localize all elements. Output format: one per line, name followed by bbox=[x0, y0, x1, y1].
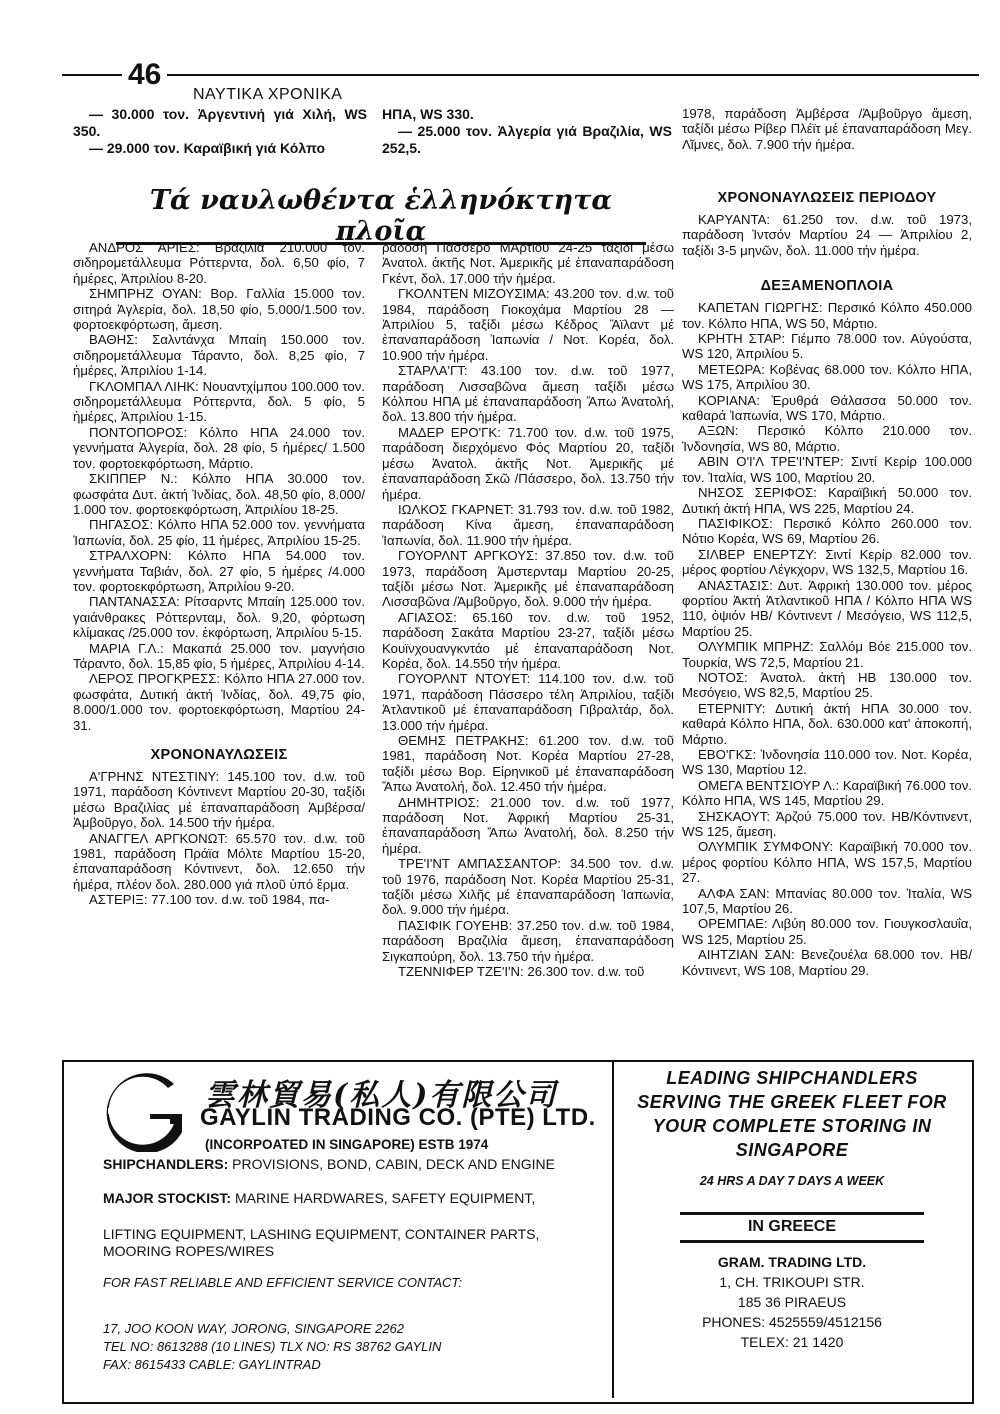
charter-entry: ΤΡΕ'Ι'ΝΤ ΑΜΠΑΣΣΑΝΤΟΡ: 34.500 τον. d.w. τοῦ 1976, παράδοση Νοτ. Κορέα Μαρτίου 25-31, ταξίδι μέσω Χιλῆς μέ ἐπαναπαράδοση Ἰαπωνία, δολ. 9.000 τήν ἡμέρα. bbox=[382, 856, 674, 918]
top-col1-line: — 30.000 τον. Ἀργεντινή γιά Χιλή, WS 350. bbox=[73, 106, 367, 139]
main-title-text: Τά ναυλωθέντα ἑλληνόκτητα πλοῖα bbox=[149, 185, 613, 247]
charter-entry: ΚΑΡΥΑΝΤΑ: 61.250 τον. d.w. τοῦ 1973, παράδοση Ἰντσόν Μαρτίου 24 — Ἀπριλίου 2, ταξίδι 3-5 μηνῶν, δολ. 11.000 τήν ἡμέρα. bbox=[682, 212, 972, 258]
greece-rule-bottom bbox=[680, 1240, 924, 1243]
charter-entry: ΓΚΟΛΝΤΕΝ ΜΙΖΟΥΣΙΜΑ: 43.200 τον. d.w. τοῦ 1984, παράδοση Γιοκοχάμα Μαρτίου 28 — Ἀπριλίου 5, ταξίδι μέσω Κέδρος Ἄϊλαντ μέ ἐπαναπαράδοση Ἰαπωνία / Νοτ. Κορέα, δολ. 10.900 τήν ἡμέρα. bbox=[382, 286, 674, 363]
charter-entry: ράδοση Πάσσερο ΜΑρτίου 24-25 ταξίδι μέσω Ἀνατολ. ἀκτῆς Νοτ. Ἀμερικῆς μέ ἐπαναπαράδοση Γκέντ, δολ. 17.000 τήν ἡμέρα. bbox=[382, 240, 674, 286]
shipchandlers-label: SHIPCHANDLERS: bbox=[103, 1156, 229, 1172]
charter-entry: ΑΣΤΕΡΙΞ: 77.100 τον. d.w. τοῦ 1984, πα- bbox=[89, 892, 330, 908]
top-col2-line: ΗΠΑ, WS 330. bbox=[382, 106, 474, 122]
charter-entry: ΣΤΑΡΛΑ'ΓΤ: 43.100 τον. d.w. τοῦ 1977, παράδοση Λισσαβῶνα ἄμεση ταξίδι μέσω Κόλπου ΗΠΑ μέ ἐπαναπαράδοση Ἄπω Ἀνατολή, δολ. 13.800 τήν ἡμέρα. bbox=[382, 363, 674, 425]
stockist-label: MAJOR STOCKIST: bbox=[103, 1190, 232, 1206]
gaylin-logo-icon bbox=[90, 1072, 190, 1152]
charter-entry: ΘΕΜΗΣ ΠΕΤΡΑΚΗΣ: 61.200 τον. d.w. τοῦ 1981, παράδοση Νοτ. Κορέα Μαρτίου 27-28, ταξίδι μέσω Βορ. Εἰρηνικοῦ μέ ἐπαναπαράδοση Ἄπω Ἀνατολή, δολ. 12.450 τήν ἡμέρα. bbox=[382, 733, 674, 795]
charter-entry: ΑΓΙΑΣΟΣ: 65.160 τον. d.w. τοῦ 1952, παράδοση Σακάτα Μαρτίου 23-27, ταξίδι μέσω Κουϊνχουανγκντάο μέ ἐπαναπαράδοση Νοτ. Κορέα, δολ. 14.550 τήν ἡμέρα. bbox=[382, 609, 674, 671]
tanker-entry: ΑΞΩΝ: Περσικό Κόλπο 210.000 τον. Ἰνδονησία, WS 80, Μάρτιο. bbox=[682, 423, 972, 454]
tanker-entry: ΑΒΙΝ Ο'Ι'Λ ΤΡΕ'Ι'ΝΤΕΡ: Σιντί Κερίρ 100.000 τον. Ἰταλία, WS 100, Μαρτίου 20. bbox=[682, 454, 972, 485]
greece-company: GRAM. TRADING LTD. bbox=[717, 1254, 867, 1270]
tanker-entry: ΜΕΤΕΩΡΑ: Κοβένας 68.000 τον. Κόλπο ΗΠΑ, WS 175, Ἀπριλίου 30. bbox=[682, 361, 972, 393]
charter-entry: ΣΤΡΑΛΧΟΡΝ: Κόλπο ΗΠΑ 54.000 τον. γεννήματα Ταβιάν, δολ. 27 φίο, 5 ἡμέρες /4.000 τον. φορτοεκφόρτωση, Ἀπριλίου 9-20. bbox=[73, 548, 365, 594]
top-col1-line: — 29.000 τον. Καραϊβική γιά Κόλπο bbox=[89, 140, 325, 156]
running-title: ΝΑΥΤΙΚΑ ΧΡΟΝΙΚΑ bbox=[193, 86, 343, 103]
charter-entry: ΠΑΣΙΦΙΚ ΓΟΥΕΗΒ: 37.250 τον. d.w. τοῦ 1984, παράδοση Βραζιλία ἄμεση, ἐπαναπαράδοση Σιγκαπούρη, δολ. 13.750 τήν ἡμέρα. bbox=[382, 917, 674, 964]
contact-heading: FOR FAST RELIABLE AND EFFICIENT SERVICE CONTACT: bbox=[103, 1275, 462, 1290]
charter-entry: ΠΟΝΤΟΠΟΡΟΣ: Κόλπο ΗΠΑ 24.000 τον. γεννήματα Ἀλγερία, δολ. 28 φίο, 5 ἡμέρες/ 1.500 τον. φορτοεκφόρτωση, Μάρτιο. bbox=[73, 424, 365, 471]
top-col1 bbox=[73, 106, 367, 157]
tanker-entry: ΟΛΥΜΠΙΚ ΜΠΡΗΖ: Σαλλόμ Βόε 215.000 τον. Τουρκία, WS 72,5, Μαρτίου 21. bbox=[682, 639, 972, 670]
top-col2 bbox=[382, 106, 672, 157]
greece-phones: PHONES: 4525559/4512156 bbox=[702, 1314, 882, 1330]
charter-entry: ΤΖΕΝΝΙΦΕΡ ΤΖΕ'Ι'Ν: 26.300 τον. d.w. τοῦ bbox=[398, 964, 645, 980]
tanker-entry: ΟΛΥΜΠΙΚ ΣΥΜΦΟΝΥ: Καραϊβική 70.000 τον. μέρος φορτίου Κόλπο ΗΠΑ, WS 157,5, Μαρτίου 27. bbox=[682, 839, 972, 886]
greece-street: 1, CH. TRIKOUPI STR. bbox=[719, 1274, 865, 1290]
charter-entry: ΑΝΑΓΓΕΛ ΑΡΓΚΟΝΩΤ: 65.570 τον. d.w. τοῦ 1981, παράδοση Πράϊα Μόλτε Μαρτίου 15-20, ἐπαναπαράδοση Κόντινεντ, δολ. 12.650 τήν ἡμέρα, πλέον δολ. 280.000 γιά πλοῦ ὑπό ἕρμα. bbox=[73, 830, 365, 892]
top-col2-line: — 25.000 τον. Ἀλγερία γιά Βραζιλία, WS 252,5. bbox=[382, 123, 672, 156]
charter-entry: ΣΗΜΠΡΗΖ ΟΥΑΝ: Βορ. Γαλλία 15.000 τον. σιτηρά Ἀγλερία, δολ. 18,50 φίο, 5.000/1.500 τον. φορτοεκφόρτωση, ἄμεση. bbox=[73, 286, 365, 333]
charter-entry: Α'ΓΡΗΝΣ ΝΤΕΣΤΙΝΥ: 145.100 τον. d.w. τοῦ 1971, παράδοση Κόντινεντ Μαρτίου 20-30, ταξίδι μέσω Βραζιλίας μέ ἐπαναπαράδοση Ἀμβέρσα/ Ἀμβοῦργο, δολ. 14.500 τήν ἡμέρα. bbox=[73, 769, 365, 831]
section-heading: ΧΡΟΝΟΝΑΥΛΩΣΕΙΣ ΠΕΡΙΟΔΟΥ bbox=[717, 190, 937, 206]
tanker-entry: ΚΡΗΤΗ ΣΤΑΡ: Γιέμπο 78.000 τον. Αὐγούστα, WS 120, Ἀπριλίου 5. bbox=[682, 331, 972, 362]
charter-entry: ΣΚΙΠΠΕΡ Ν.: Κόλπο ΗΠΑ 30.000 τον. φωσφάτα Δυτ. ἀκτή Ἰνδίας, δολ. 48,50 φίο, 8.000/ 1.000 τον. φορτοεκφόρτωση, Ἀπριλίου 18-25. bbox=[73, 471, 365, 517]
hours-line: 24 HRS A DAY 7 DAYS A WEEK bbox=[699, 1174, 885, 1188]
tel-line: TEL NO: 8613288 (10 LINES) TLX NO: RS 38762 GAYLIN bbox=[103, 1339, 442, 1354]
shipchandlers-line bbox=[103, 1156, 603, 1173]
charter-entry: ΓΚΛΟΜΠΑΛ ΛΙΗΚ: Νουαντχίμπου 100.000 τον. σιδηρομετάλλευμα Ρόττερντα, δολ. 5 φίο, 5 ἡμέρες, Ἀπριλίου 1-15. bbox=[73, 378, 365, 425]
page-number: 46 bbox=[122, 58, 167, 92]
section-heading: ΔΕΞΑΜΕΝΟΠΛΟΙΑ bbox=[760, 278, 894, 295]
address-line: 17, JOO KOON WAY, JORONG, SINGAPORE 2262 bbox=[103, 1321, 405, 1336]
tanker-entry: ΟΡΕΜΠΑΕ: Λιβύη 80.000 τον. Γιουγκοσλαυΐα, WS 125, Μαρτίου 25. bbox=[682, 916, 972, 947]
tanker-entry: ΟΜΕΓΑ ΒΕΝΤΣΙΟΥΡ Λ.: Καραϊβική 76.000 τον. Κόλπο ΗΠΑ, WS 145, Μαρτίου 29. bbox=[682, 777, 972, 809]
charter-entry: ΓΟΥΟΡΛΝΤ ΝΤΟΥΕΤ: 114.100 τον. d.w. τοῦ 1971, παράδοση Πάσσερο τέλη Ἀπριλίου, ταξίδι Ἀτλαντικοῦ μέ ἐπαναπαράδοση Γιβραλτάρ, δολ. 13.000 τήν ἡμέρα. bbox=[382, 671, 674, 733]
tanker-entry: ΑΛΦΑ ΣΑΝ: Μπανίας 80.000 τον. Ἰταλία, WS 107,5, Μαρτίου 26. bbox=[682, 885, 972, 917]
charter-entry: ΛΕΡΟΣ ΠΡΟΓΚΡΕΣΣ: Κόλπο ΗΠΑ 27.000 τον. φωσφάτα, Δυτική ἀκτή Ἰνδίας, δολ. 49,75 φίο, 8.000/1.000 τον. φορτοεκφόρτωση, Μαρτίου 24-31. bbox=[73, 671, 365, 733]
charter-entry: ΜΑΔΕΡ ΕΡΟ'ΓΚ: 71.700 τον. d.w. τοῦ 1975, παράδοση διερχόμενο Φός Μαρτίου 20, ταξίδι μέσω Ἀνατολ. ἀκτῆς Νοτ. Ἀμερικῆς μέ ἐπαναπαράδοση Σκῶ /Πάσσερο, δολ. 13.750 τήν ἡμέρα. bbox=[382, 424, 674, 502]
tanker-entry: ΣΗΣΚΑΟΥΤ: Ἀρζού 75.000 τον. ΗΒ/Κόντινεντ, WS 125, ἄμεση. bbox=[682, 808, 972, 840]
top-col3 bbox=[682, 106, 972, 152]
company-name: GAYLIN TRADING CO. (PTE) LTD. bbox=[200, 1104, 596, 1131]
greece-city: 185 36 PIRAEUS bbox=[737, 1294, 847, 1310]
charter-entry: ΑΝΔΡΟΣ ΑΡΙΕΣ: Βραζιλία 210.000 τον. σιδηρομετάλλευμα Ρόττερντα, δολ. 6,50 φίο, 7 ἡμέρες, Ἀπριλίου 8-20. bbox=[73, 240, 365, 286]
tanker-entry: ΠΑΣΙΦΙΚΟΣ: Περσικό Κόλπο 260.000 τον. Νότιο Κορέα, WS 69, Μαρτίου 26. bbox=[682, 515, 972, 547]
column-3 bbox=[682, 190, 972, 978]
charter-entry: ΓΟΥΟΡΛΝΤ ΑΡΓΚΟΥΣ: 37.850 τον. d.w. τοῦ 1973, παράδοση Ἀμστερνταμ Μαρτίου 20-25, ταξίδι μέσω Νοτ. Ἀμερικῆς μέ ἐπαναπαράδοση Λισσαβῶνα /Ἀμβοῦργο, δολ. 9.000 τήν ἡμέρα. bbox=[382, 548, 674, 610]
fax-line: FAX: 8615433 CABLE: GAYLINTRAD bbox=[103, 1357, 321, 1372]
column-2 bbox=[382, 240, 674, 980]
charter-entry: ΠΑΝΤΑΝΑΣΣΑ: Ρίτσαρντς Μπαίη 125.000 τον. γαιάνθρακες Ρόττερνταμ, δολ. 9,20, φόρτωση κλίμακας /25.000 τον. ἐκφόρτωση, Ἀπριλίου 5-15. bbox=[73, 594, 365, 641]
slogan: LEADING SHIPCHANDLERS SERVING THE GREEK FLEET FOR YOUR COMPLETE STORING IN SINGAPORE bbox=[637, 1068, 947, 1160]
section-heading: ΧΡΟΝΟΝΑΥΛΩΣΕΙΣ bbox=[150, 747, 288, 763]
tanker-entry: ΣΙΛΒΕΡ ΕΝΕΡΤΖΥ: Σιντί Κερίρ 82.000 τον. μέρος φορτίου Λέγκχορν, WS 132,5, Μαρτίου 16. bbox=[682, 546, 972, 578]
greece-heading: IN GREECE bbox=[747, 1218, 836, 1235]
tanker-entry: ΚΟΡΙΑΝΑ: Ἐρυθρά Θάλασσα 50.000 τον. καθαρά Ἰαπωνία, WS 170, Μάρτιο. bbox=[682, 392, 972, 424]
header-rule bbox=[62, 74, 979, 76]
chinese-company-name: 雲林貿易(私人)有限公司 bbox=[205, 1078, 558, 1113]
stockist-text: MARINE HARDWARES, SAFETY EQUIPMENT, bbox=[234, 1190, 536, 1206]
charter-entry: ΜΑΡΙΑ Γ.Λ.: Μακαπά 25.000 τον. μαγνήσιο Τάραντο, δολ. 15,85 φίο, 5 ἡμέρες, Ἀπριλίου 4-14. bbox=[73, 640, 365, 671]
top-col3-text: 1978, παράδοση Ἀμβέρσα /Ἀμβοῦργο ἄμεση, ταξίδι μέσω Ρίβερ Πλέϊτ μέ ἐπαναπαράδοση Μεγ. Λῖμνες, δολ. 7.900 τήν ἡμέρα. bbox=[682, 106, 972, 152]
charter-entry: ΠΗΓΑΣΟΣ: Κόλπο ΗΠΑ 52.000 τον. γεννήματα Ἰαπωνία, δολ. 25 φίο, 11 ἡμέρες, Ἀπριλίου 15-25. bbox=[73, 517, 365, 548]
greece-rule-top bbox=[680, 1212, 924, 1215]
tanker-entry: ΕΤΕΡΝΙΤΥ: Δυτική ἀκτή ΗΠΑ 30.000 τον. καθαρά Κόλπο ΗΠΑ, δολ. 630.000 κατ' ἀποκοπή, Μάρτιο. bbox=[682, 700, 972, 747]
tanker-entry: ΝΟΤΟΣ: Ἀνατολ. ἀκτή ΗΒ 130.000 τον. Μεσόγειο, WS 82,5, Μαρτίου 25. bbox=[682, 669, 972, 701]
column-1 bbox=[73, 240, 365, 908]
greece-telex: TELEX: 21 1420 bbox=[740, 1334, 844, 1350]
tanker-entry: ΝΗΣΟΣ ΣΕΡΙΦΟΣ: Καραϊβική 50.000 τον. Δυτική ἀκτή ΗΠΑ, WS 225, Μαρτίου 24. bbox=[682, 485, 972, 516]
tanker-entry: ΕΒΟ'ΓΚΣ: Ἰνδονησία 110.000 τον. Νοτ. Κορέα, WS 130, Μαρτίου 12. bbox=[682, 747, 972, 778]
main-title bbox=[116, 185, 646, 247]
charter-entry: ΙΩΛΚΟΣ ΓΚΑΡΝΕΤ: 31.793 τον. d.w. τοῦ 1982, παράδοση Κίνα ἄμεση, ἐπαναπαράδοση Ἰαπωνία, δολ. 11.900 τήν ἡμέρα. bbox=[382, 501, 674, 548]
tanker-entry: ΑΙΗΤΖΙΑΝ ΣΑΝ: Βενεζουέλα 68.000 τον. ΗΒ/Κόντινεντ, WS 108, Μαρτίου 29. bbox=[682, 947, 972, 978]
charter-entry: ΒΑΘΗΣ: Σαλντάνχα Μπαίη 150.000 τον. σιδηρομετάλλευμα Τάραντο, δολ. 8,25 φίο, 7 ἡμέρες, Ἀπριλίου 1-14. bbox=[73, 332, 365, 379]
shipchandlers-text: PROVISIONS, BOND, CABIN, DECK AND ENGINE bbox=[232, 1156, 555, 1172]
stockist-line bbox=[103, 1190, 603, 1207]
charter-entry: ΔΗΜΗΤΡΙΟΣ: 21.000 τον. d.w. τοῦ 1977, παράδοση Νοτ. Ἀφρική Μαρτίου 25-31, ἐπαναπαράδοση Ἄπω Ἀνατολή, δολ. 8.250 τήν ἡμέρα. bbox=[382, 794, 674, 856]
stockist-text-2: LIFTING EQUIPMENT, LASHING EQUIPMENT, CONTAINER PARTS, MOORING ROPES/WIRES bbox=[103, 1226, 540, 1259]
tanker-entry: ΑΝΑΣΤΑΣΙΣ: Δυτ. Ἀφρική 130.000 τον. μέρος φορτίου Ἀκτή Ἀτλαντικοῦ ΗΠΑ / Κόλπο ΗΠΑ WS 110, ὀψιόν ΗΒ/ Κόντινεντ / Μεσόγειο, WS 112,5, Μαρτίου 25. bbox=[682, 577, 972, 639]
incorporated-line: (INCORPOATED IN SINGAPORE) ESTB 1974 bbox=[205, 1137, 489, 1152]
tanker-entry: ΚΑΠΕΤΑΝ ΓΙΩΡΓΗΣ: Περσικό Κόλπο 450.000 τον. Κόλπο ΗΠΑ, WS 50, Μάρτιο. bbox=[682, 300, 972, 331]
